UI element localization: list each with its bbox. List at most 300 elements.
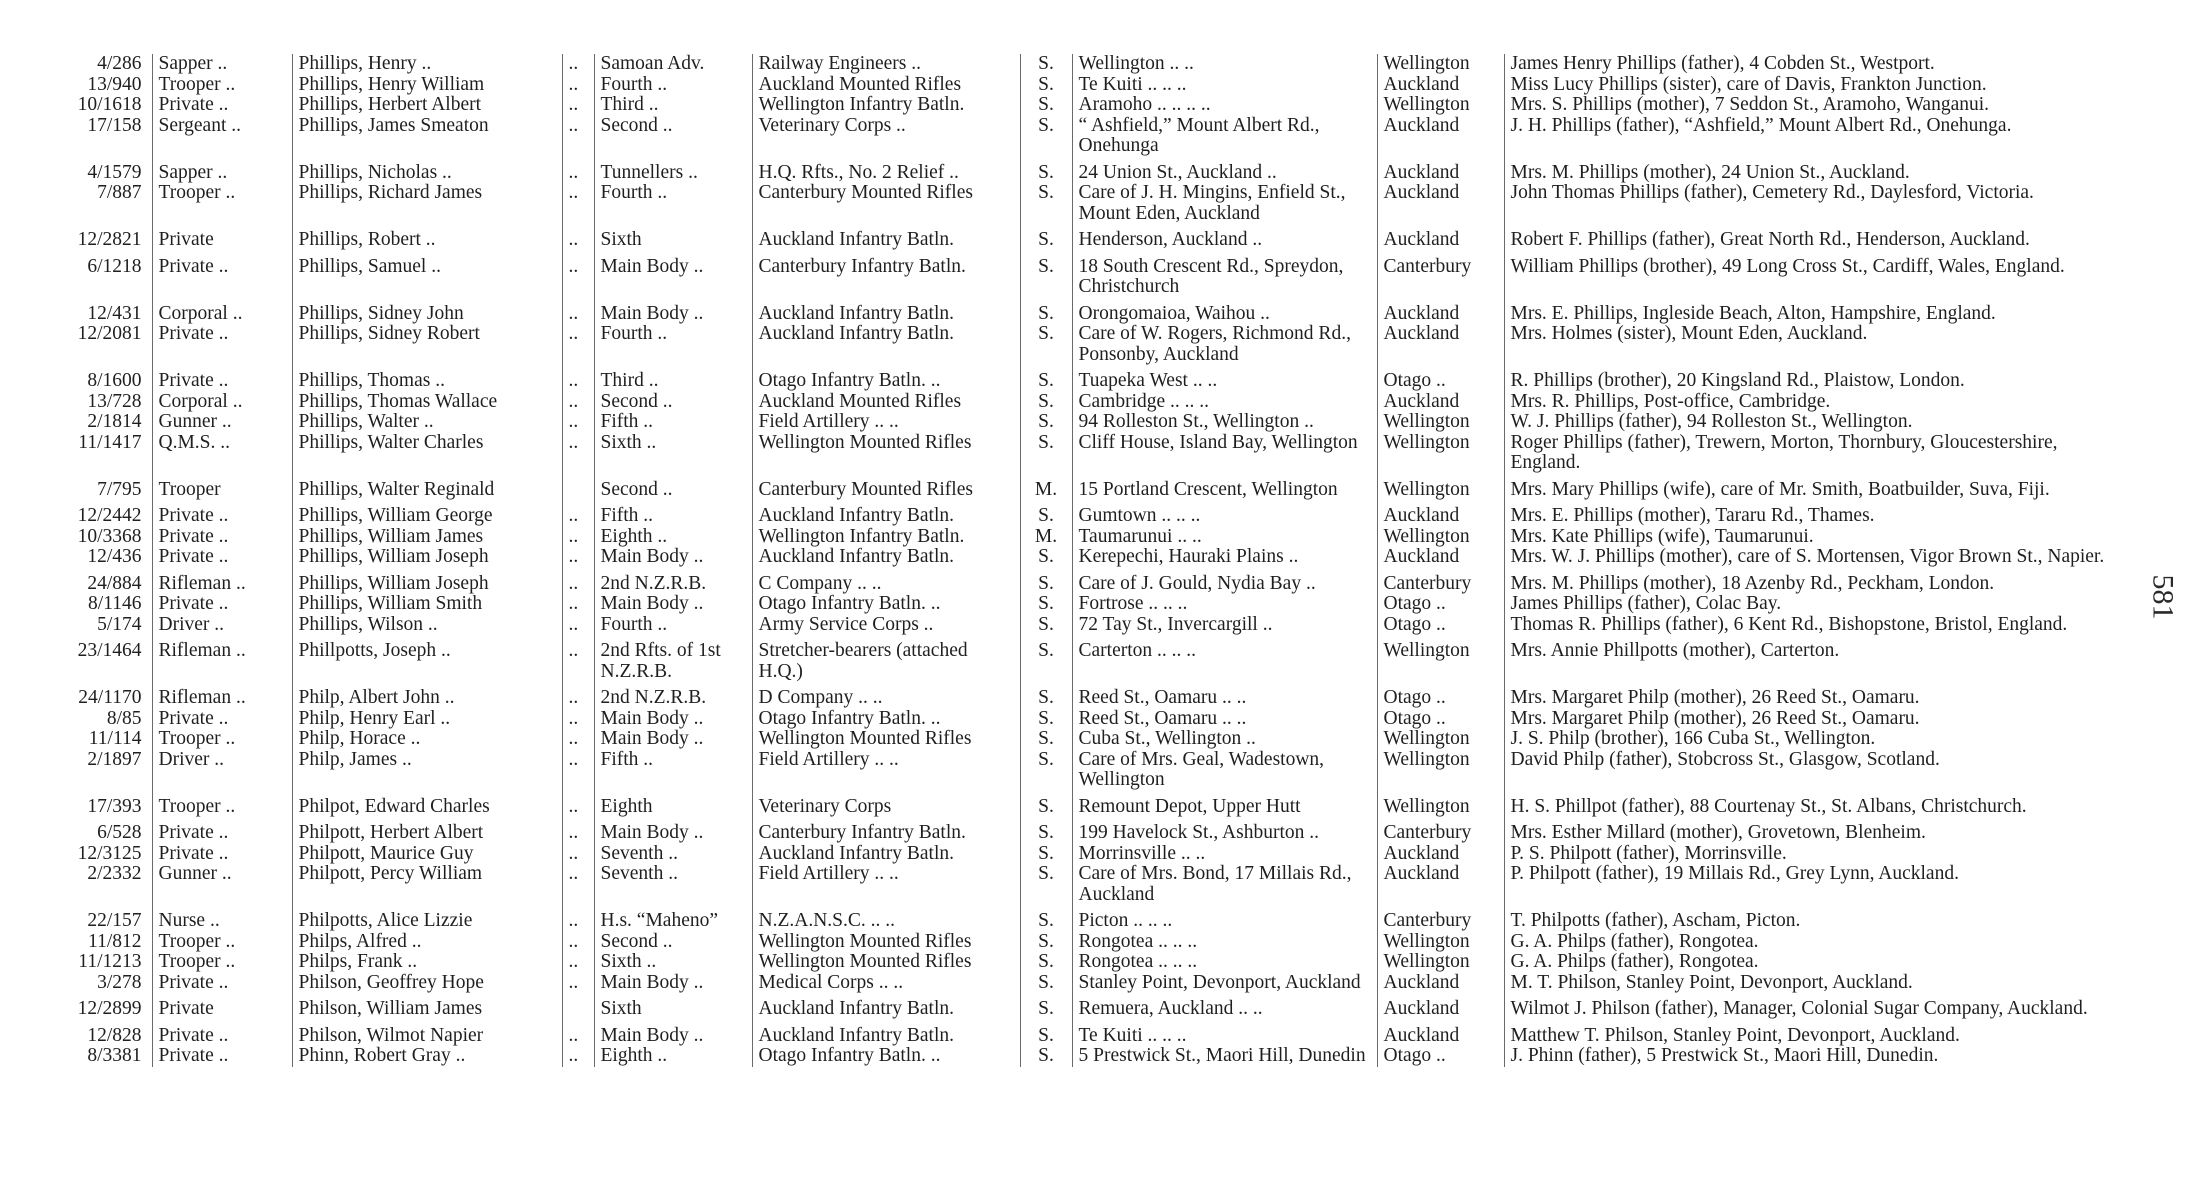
marital-status: S. xyxy=(1020,864,1072,905)
rank: Trooper .. xyxy=(152,75,292,96)
last-address: Te Kuiti .. .. .. xyxy=(1072,1020,1377,1047)
draft: Tunnellers .. xyxy=(594,157,752,184)
draft: Seventh .. xyxy=(594,864,752,905)
unit: Otago Infantry Batln. .. xyxy=(752,709,1020,730)
unit: Wellington Infantry Batln. xyxy=(752,527,1020,548)
marital-status: S. xyxy=(1020,298,1072,325)
leader-dots: .. xyxy=(562,952,594,973)
draft: Fourth .. xyxy=(594,183,752,224)
name: Phillips, Walter Charles xyxy=(292,433,562,474)
leader-dots: .. xyxy=(562,116,594,157)
district: Canterbury xyxy=(1377,251,1504,298)
rank: Private .. xyxy=(152,365,292,392)
unit: Veterinary Corps .. xyxy=(752,116,1020,157)
rank: Trooper .. xyxy=(152,791,292,818)
leader-dots: .. xyxy=(562,682,594,709)
unit: Field Artillery .. .. xyxy=(752,750,1020,791)
marital-status: S. xyxy=(1020,817,1072,844)
service-number: 8/85 xyxy=(106,708,142,729)
roll-row xyxy=(60,864,2130,905)
next-of-kin: Mrs. Margaret Philp (mother), 26 Reed St., Oamaru. xyxy=(1504,709,2130,730)
leader-dots: .. xyxy=(562,500,594,527)
last-address: Te Kuiti .. .. .. xyxy=(1072,75,1377,96)
service-number: 8/3381 xyxy=(87,1046,142,1066)
rank: Private .. xyxy=(152,547,292,568)
leader-dots: .. xyxy=(562,615,594,636)
last-address: Orongomaioa, Waihou .. xyxy=(1072,298,1377,325)
service-number: 4/286 xyxy=(97,54,142,74)
draft: Main Body .. xyxy=(594,709,752,730)
last-address: Reed St., Oamaru .. .. xyxy=(1072,682,1377,709)
marital-status: S. xyxy=(1020,905,1072,932)
leader-dots: .. xyxy=(562,75,594,96)
leader-dots: .. xyxy=(562,973,594,994)
draft: Main Body .. xyxy=(594,729,752,750)
roll-row xyxy=(60,95,2130,116)
marital-status: M. xyxy=(1020,474,1072,501)
name: Phinn, Robert Gray .. xyxy=(292,1046,562,1067)
rank: Trooper xyxy=(152,474,292,501)
name: Philson, Geoffrey Hope xyxy=(292,973,562,994)
service-number: 2/1814 xyxy=(87,412,142,432)
draft: Second .. xyxy=(594,474,752,501)
next-of-kin: T. Philpotts (father), Ascham, Picton. xyxy=(1504,905,2130,932)
last-address: Kerepechi, Hauraki Plains .. xyxy=(1072,547,1377,568)
next-of-kin: Matthew T. Philson, Stanley Point, Devonport, Auckland. xyxy=(1504,1020,2130,1047)
leader-dots: .. xyxy=(562,251,594,298)
next-of-kin: Mrs. R. Phillips, Post-office, Cambridge. xyxy=(1504,392,2130,413)
next-of-kin: David Philp (father), Stobcross St., Glasgow, Scotland. xyxy=(1504,750,2130,791)
unit: Wellington Mounted Rifles xyxy=(752,952,1020,973)
service-number: 22/157 xyxy=(87,910,142,931)
leader-dots: .. xyxy=(562,95,594,116)
unit: Otago Infantry Batln. .. xyxy=(752,594,1020,615)
roll-row xyxy=(60,709,2130,730)
unit: Auckland Infantry Batln. xyxy=(752,500,1020,527)
unit: Wellington Infantry Batln. xyxy=(752,95,1020,116)
district: Auckland xyxy=(1377,973,1504,994)
leader-dots: .. xyxy=(562,568,594,595)
last-address: Care of J. Gould, Nydia Bay .. xyxy=(1072,568,1377,595)
name: Phillips, Walter .. xyxy=(292,412,562,433)
district: Auckland xyxy=(1377,993,1504,1020)
rank: Private .. xyxy=(152,527,292,548)
unit: Field Artillery .. .. xyxy=(752,864,1020,905)
draft: Main Body .. xyxy=(594,251,752,298)
draft: Second .. xyxy=(594,392,752,413)
last-address: Picton .. .. .. xyxy=(1072,905,1377,932)
last-address: Cuba St., Wellington .. xyxy=(1072,729,1377,750)
marital-status: S. xyxy=(1020,993,1072,1020)
next-of-kin: James Henry Phillips (father), 4 Cobden St., Westport. xyxy=(1504,54,2130,75)
unit: Canterbury Infantry Batln. xyxy=(752,817,1020,844)
draft: 2nd Rfts. of 1st N.Z.R.B. xyxy=(594,635,752,682)
last-address: Henderson, Auckland .. xyxy=(1072,224,1377,251)
name: Philson, Wilmot Napier xyxy=(292,1020,562,1047)
name: Phillips, Sidney John xyxy=(292,298,562,325)
leader-dots: .. xyxy=(562,709,594,730)
name: Philps, Frank .. xyxy=(292,952,562,973)
district: Otago .. xyxy=(1377,709,1504,730)
name: Phillips, James Smeaton xyxy=(292,116,562,157)
name: Philp, Henry Earl .. xyxy=(292,709,562,730)
district: Auckland xyxy=(1377,75,1504,96)
leader-dots xyxy=(562,993,594,1020)
next-of-kin: H. S. Phillpot (father), 88 Courtenay St., St. Albans, Christchurch. xyxy=(1504,791,2130,818)
district: Wellington xyxy=(1377,952,1504,973)
marital-status: S. xyxy=(1020,224,1072,251)
unit: Otago Infantry Batln. .. xyxy=(752,1046,1020,1067)
service-number: 13/728 xyxy=(87,391,142,412)
district: Canterbury xyxy=(1377,568,1504,595)
marital-status: M. xyxy=(1020,527,1072,548)
last-address: Aramoho .. .. .. .. xyxy=(1072,95,1377,116)
next-of-kin: Mrs. Mary Phillips (wife), care of Mr. Smith, Boatbuilder, Suva, Fiji. xyxy=(1504,474,2130,501)
service-number: 12/431 xyxy=(87,302,142,324)
marital-status: S. xyxy=(1020,412,1072,433)
rank: Gunner .. xyxy=(152,864,292,905)
roll-of-honour-table xyxy=(60,54,2130,1067)
name: Phillips, William Smith xyxy=(292,594,562,615)
next-of-kin: William Phillips (brother), 49 Long Cross St., Cardiff, Wales, England. xyxy=(1504,251,2130,298)
roll-row xyxy=(60,750,2130,791)
next-of-kin: Mrs. M. Phillips (mother), 18 Azenby Rd., Peckham, London. xyxy=(1504,568,2130,595)
leader-dots: .. xyxy=(562,183,594,224)
service-number: 17/393 xyxy=(87,795,142,817)
name: Philps, Alfred .. xyxy=(292,932,562,953)
leader-dots: .. xyxy=(562,54,594,75)
last-address: Tuapeka West .. .. xyxy=(1072,365,1377,392)
rank: Private .. xyxy=(152,324,292,365)
roll-row xyxy=(60,682,2130,709)
name: Phillips, Richard James xyxy=(292,183,562,224)
district: Auckland xyxy=(1377,224,1504,251)
next-of-kin: Miss Lucy Phillips (sister), care of Davis, Frankton Junction. xyxy=(1504,75,2130,96)
marital-status: S. xyxy=(1020,791,1072,818)
district: Auckland xyxy=(1377,1020,1504,1047)
rank: Sergeant .. xyxy=(152,116,292,157)
draft: 2nd N.Z.R.B. xyxy=(594,682,752,709)
service-number: 23/1464 xyxy=(77,640,142,661)
draft: Fifth .. xyxy=(594,500,752,527)
marital-status: S. xyxy=(1020,433,1072,474)
draft: Sixth .. xyxy=(594,952,752,973)
district: Wellington xyxy=(1377,474,1504,501)
service-number: 12/2081 xyxy=(77,324,142,344)
unit: Canterbury Mounted Rifles xyxy=(752,474,1020,501)
district: Wellington xyxy=(1377,932,1504,953)
roll-row xyxy=(60,547,2130,568)
unit: C Company .. .. xyxy=(752,568,1020,595)
draft: Sixth .. xyxy=(594,433,752,474)
marital-status: S. xyxy=(1020,251,1072,298)
roll-row xyxy=(60,615,2130,636)
service-number: 3/278 xyxy=(97,972,142,993)
last-address: Remuera, Auckland .. .. xyxy=(1072,993,1377,1020)
last-address: Morrinsville .. .. xyxy=(1072,844,1377,865)
next-of-kin: R. Phillips (brother), 20 Kingsland Rd., Plaistow, London. xyxy=(1504,365,2130,392)
rank: Trooper .. xyxy=(152,952,292,973)
district: Auckland xyxy=(1377,392,1504,413)
name: Philp, Albert John .. xyxy=(292,682,562,709)
draft: Third .. xyxy=(594,365,752,392)
rank: Trooper .. xyxy=(152,932,292,953)
service-number: 6/1218 xyxy=(87,255,142,277)
unit: D Company .. .. xyxy=(752,682,1020,709)
unit: Army Service Corps .. xyxy=(752,615,1020,636)
next-of-kin: Mrs. Annie Phillpotts (mother), Carterton. xyxy=(1504,635,2130,682)
leader-dots: .. xyxy=(562,527,594,548)
name: Philpott, Percy William xyxy=(292,864,562,905)
leader-dots: .. xyxy=(562,932,594,953)
last-address: “ Ashfield,” Mount Albert Rd., Onehunga xyxy=(1072,116,1377,157)
leader-dots xyxy=(562,474,594,501)
unit: Auckland Infantry Batln. xyxy=(752,298,1020,325)
marital-status: S. xyxy=(1020,973,1072,994)
service-number: 7/887 xyxy=(97,183,142,203)
draft: Main Body .. xyxy=(594,594,752,615)
district: Wellington xyxy=(1377,635,1504,682)
next-of-kin: J. S. Philp (brother), 166 Cuba St., Wellington. xyxy=(1504,729,2130,750)
service-number: 11/1417 xyxy=(78,432,142,453)
district: Wellington xyxy=(1377,729,1504,750)
last-address: Care of J. H. Mingins, Enfield St., Mount Eden, Auckland xyxy=(1072,183,1377,224)
next-of-kin: John Thomas Phillips (father), Cemetery Rd., Daylesford, Victoria. xyxy=(1504,183,2130,224)
rank: Private xyxy=(152,993,292,1020)
unit: Auckland Mounted Rifles xyxy=(752,392,1020,413)
service-number: 2/1897 xyxy=(87,749,142,770)
roll-body xyxy=(60,54,2130,1067)
next-of-kin: G. A. Philps (father), Rongotea. xyxy=(1504,952,2130,973)
rank: Driver .. xyxy=(152,615,292,636)
rank: Private .. xyxy=(152,973,292,994)
roll-row xyxy=(60,298,2130,325)
name: Philpot, Edward Charles xyxy=(292,791,562,818)
marital-status: S. xyxy=(1020,1046,1072,1067)
last-address: Remount Depot, Upper Hutt xyxy=(1072,791,1377,818)
leader-dots: .. xyxy=(562,433,594,474)
name: Phillips, Sidney Robert xyxy=(292,324,562,365)
district: Wellington xyxy=(1377,95,1504,116)
last-address: Reed St., Oamaru .. .. xyxy=(1072,709,1377,730)
last-address: Care of Mrs. Geal, Wadestown, Wellington xyxy=(1072,750,1377,791)
marital-status: S. xyxy=(1020,157,1072,184)
name: Phillips, Samuel .. xyxy=(292,251,562,298)
marital-status: S. xyxy=(1020,932,1072,953)
district: Wellington xyxy=(1377,791,1504,818)
next-of-kin: Mrs. S. Phillips (mother), 7 Seddon St., Aramoho, Wanganui. xyxy=(1504,95,2130,116)
leader-dots: .. xyxy=(562,157,594,184)
roll-row xyxy=(60,365,2130,392)
district: Canterbury xyxy=(1377,817,1504,844)
district: Wellington xyxy=(1377,412,1504,433)
rank: Private .. xyxy=(152,817,292,844)
service-number: 11/1213 xyxy=(78,952,142,972)
district: Auckland xyxy=(1377,183,1504,224)
roll-row xyxy=(60,993,2130,1020)
service-number: 12/828 xyxy=(87,1024,142,1046)
name: Phillpotts, Joseph .. xyxy=(292,635,562,682)
unit: Wellington Mounted Rifles xyxy=(752,932,1020,953)
district: Otago .. xyxy=(1377,615,1504,636)
roll-row xyxy=(60,157,2130,184)
next-of-kin: Mrs. E. Phillips, Ingleside Beach, Alton, Hampshire, England. xyxy=(1504,298,2130,325)
next-of-kin: Thomas R. Phillips (father), 6 Kent Rd., Bishopstone, Bristol, England. xyxy=(1504,615,2130,636)
name: Phillips, Nicholas .. xyxy=(292,157,562,184)
roll-row xyxy=(60,224,2130,251)
name: Phillips, Herbert Albert xyxy=(292,95,562,116)
rank: Private .. xyxy=(152,1046,292,1067)
rank: Q.M.S. .. xyxy=(152,433,292,474)
draft: Fourth .. xyxy=(594,75,752,96)
draft: Eighth xyxy=(594,791,752,818)
service-number: 11/812 xyxy=(88,931,142,952)
draft: Fourth .. xyxy=(594,615,752,636)
last-address: Fortrose .. .. .. xyxy=(1072,594,1377,615)
unit: Veterinary Corps xyxy=(752,791,1020,818)
next-of-kin: J. H. Phillips (father), “Ashfield,” Mount Albert Rd., Onehunga. xyxy=(1504,116,2130,157)
rank: Rifleman .. xyxy=(152,635,292,682)
marital-status: S. xyxy=(1020,682,1072,709)
marital-status: S. xyxy=(1020,365,1072,392)
draft: H.s. “Maheno” xyxy=(594,905,752,932)
draft: Main Body .. xyxy=(594,1020,752,1047)
rank: Private .. xyxy=(152,95,292,116)
draft: Third .. xyxy=(594,95,752,116)
leader-dots: .. xyxy=(562,224,594,251)
rank: Private xyxy=(152,224,292,251)
unit: H.Q. Rfts., No. 2 Relief .. xyxy=(752,157,1020,184)
marital-status: S. xyxy=(1020,183,1072,224)
unit: Otago Infantry Batln. .. xyxy=(752,365,1020,392)
next-of-kin: Mrs. Kate Phillips (wife), Taumarunui. xyxy=(1504,527,2130,548)
name: Philpotts, Alice Lizzie xyxy=(292,905,562,932)
marital-status: S. xyxy=(1020,392,1072,413)
next-of-kin: G. A. Philps (father), Rongotea. xyxy=(1504,932,2130,953)
district: Auckland xyxy=(1377,500,1504,527)
leader-dots: .. xyxy=(562,324,594,365)
service-number: 8/1600 xyxy=(87,370,142,391)
roll-row xyxy=(60,116,2130,157)
last-address: 5 Prestwick St., Maori Hill, Dunedin xyxy=(1072,1046,1377,1067)
marital-status: S. xyxy=(1020,568,1072,595)
last-address: Cambridge .. .. .. xyxy=(1072,392,1377,413)
unit: Auckland Infantry Batln. xyxy=(752,224,1020,251)
draft: Fifth .. xyxy=(594,750,752,791)
marital-status: S. xyxy=(1020,615,1072,636)
service-number: 7/795 xyxy=(97,478,142,500)
leader-dots: .. xyxy=(562,412,594,433)
last-address: 199 Havelock St., Ashburton .. xyxy=(1072,817,1377,844)
unit: Stretcher-bearers (attached H.Q.) xyxy=(752,635,1020,682)
leader-dots: .. xyxy=(562,844,594,865)
unit: Medical Corps .. .. xyxy=(752,973,1020,994)
rank: Private .. xyxy=(152,709,292,730)
leader-dots: .. xyxy=(562,635,594,682)
name: Philpott, Herbert Albert xyxy=(292,817,562,844)
district: Wellington xyxy=(1377,527,1504,548)
leader-dots: .. xyxy=(562,750,594,791)
marital-status: S. xyxy=(1020,594,1072,615)
roll-row xyxy=(60,75,2130,96)
district: Auckland xyxy=(1377,844,1504,865)
last-address: Care of Mrs. Bond, 17 Millais Rd., Auckland xyxy=(1072,864,1377,905)
district: Auckland xyxy=(1377,298,1504,325)
roll-row xyxy=(60,1020,2130,1047)
marital-status: S. xyxy=(1020,844,1072,865)
next-of-kin: Roger Phillips (father), Trewern, Morton, Thornbury, Gloucestershire, England. xyxy=(1504,433,2130,474)
next-of-kin: Mrs. W. J. Phillips (mother), care of S. Mortensen, Vigor Brown St., Napier. xyxy=(1504,547,2130,568)
service-number: 10/3368 xyxy=(77,526,142,547)
rank: Sapper .. xyxy=(152,157,292,184)
marital-status: S. xyxy=(1020,547,1072,568)
next-of-kin: J. Phinn (father), 5 Prestwick St., Maori Hill, Dunedin. xyxy=(1504,1046,2130,1067)
name: Phillips, Thomas .. xyxy=(292,365,562,392)
marital-status: S. xyxy=(1020,75,1072,96)
leader-dots: .. xyxy=(562,298,594,325)
district: Wellington xyxy=(1377,54,1504,75)
rank: Private .. xyxy=(152,594,292,615)
service-number: 11/114 xyxy=(88,729,142,749)
last-address: Rongotea .. .. .. xyxy=(1072,952,1377,973)
name: Phillips, William James xyxy=(292,527,562,548)
district: Otago .. xyxy=(1377,1046,1504,1067)
leader-dots: .. xyxy=(562,817,594,844)
rank: Trooper .. xyxy=(152,183,292,224)
roll-row xyxy=(60,433,2130,474)
service-number: 12/2821 xyxy=(77,229,142,250)
draft: 2nd N.Z.R.B. xyxy=(594,568,752,595)
unit: Auckland Infantry Batln. xyxy=(752,547,1020,568)
district: Auckland xyxy=(1377,157,1504,184)
draft: Sixth xyxy=(594,993,752,1020)
name: Phillips, Henry .. xyxy=(292,54,562,75)
unit: Wellington Mounted Rifles xyxy=(752,729,1020,750)
roll-row xyxy=(60,412,2130,433)
last-address: 94 Rolleston St., Wellington .. xyxy=(1072,412,1377,433)
unit: Railway Engineers .. xyxy=(752,54,1020,75)
name: Phillips, William George xyxy=(292,500,562,527)
roll-row xyxy=(60,474,2130,501)
roll-row xyxy=(60,791,2130,818)
roll-row xyxy=(60,973,2130,994)
draft: Main Body .. xyxy=(594,547,752,568)
leader-dots: .. xyxy=(562,365,594,392)
roll-row xyxy=(60,932,2130,953)
marital-status: S. xyxy=(1020,729,1072,750)
district: Auckland xyxy=(1377,864,1504,905)
draft: Eighth .. xyxy=(594,1046,752,1067)
service-number: 12/436 xyxy=(87,547,142,567)
last-address: Cliff House, Island Bay, Wellington xyxy=(1072,433,1377,474)
marital-status: S. xyxy=(1020,500,1072,527)
name: Philpott, Maurice Guy xyxy=(292,844,562,865)
service-number: 6/528 xyxy=(97,822,142,843)
draft: Main Body .. xyxy=(594,298,752,325)
name: Phillips, William Joseph xyxy=(292,568,562,595)
draft: Main Body .. xyxy=(594,973,752,994)
marital-status: S. xyxy=(1020,324,1072,365)
marital-status: S. xyxy=(1020,952,1072,973)
service-number: 8/1146 xyxy=(88,594,142,614)
service-number: 10/1618 xyxy=(77,95,142,115)
district: Otago .. xyxy=(1377,365,1504,392)
marital-status: S. xyxy=(1020,54,1072,75)
marital-status: S. xyxy=(1020,95,1072,116)
name: Phillips, Robert .. xyxy=(292,224,562,251)
last-address: 24 Union St., Auckland .. xyxy=(1072,157,1377,184)
roll-row xyxy=(60,324,2130,365)
